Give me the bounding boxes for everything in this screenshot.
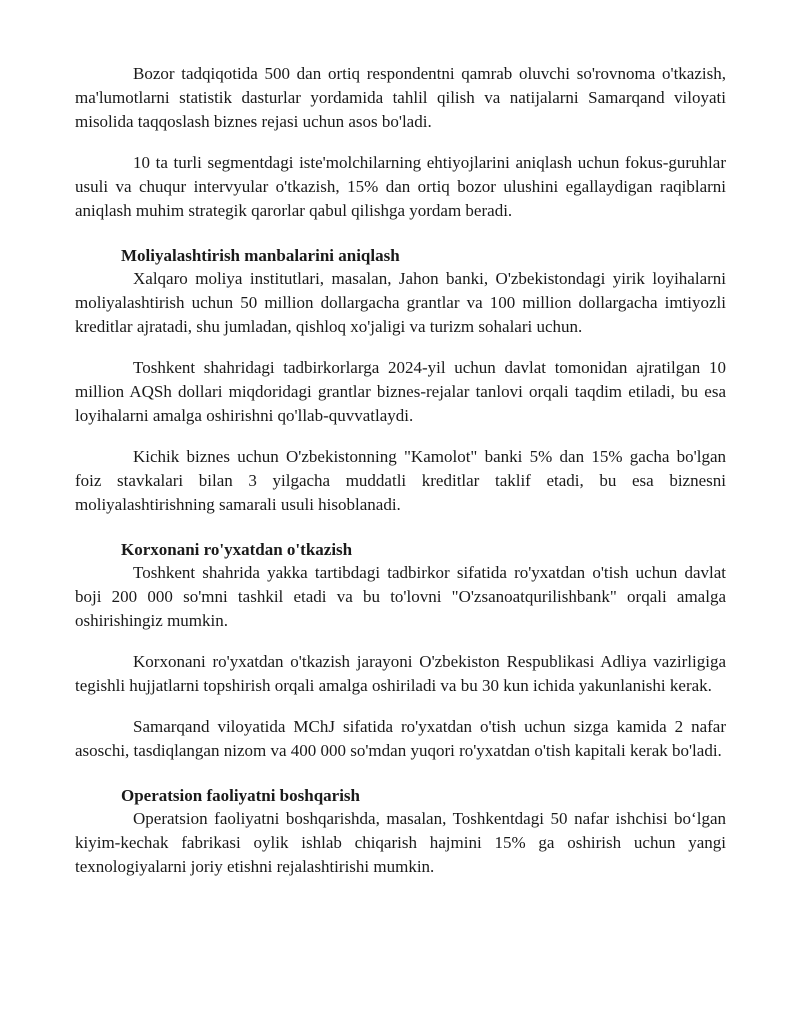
heading-funding-sources: Moliyalashtirish manbalarini aniqlash [121,246,400,265]
paragraph-international-institutions: Xalqaro moliya institutlari, masalan, Jahon banki, O'zbekistondagi yirik loyihalarni moliyalashtirish uchun 50 million dollargacha grantlar va 100 million dollargacha imtiyozli kreditlar ajratadi, shu jumladan, qishloq xo'jaligi va turizm sohalari uchun. [75,269,726,336]
heading-operations-management: Operatsion faoliyatni boshqarish [121,786,360,805]
paragraph-llc-samarkand: Samarqand viloyatida MChJ sifatida ro'yxatdan o'tish uchun sizga kamida 2 nafar asoschi, tasdiqlangan nizom va 400 000 so'mdan yuqori ro'yxatdan o'tish kapitali kerak bo'ladi. [75,717,726,760]
paragraph-market-survey: Bozor tadqiqotida 500 dan ortiq respondentni qamrab oluvchi so'rovnoma o'tkazish, ma'lumotlarni statistik dasturlar yordamida tahlil qilish va natijalarni Samarqand viloyati misolida taqqoslash biznes rejasi uchun asos bo'ladi. [75,64,726,131]
heading-company-registration: Korxonani ro'yxatdan o'tkazish [121,540,353,559]
paragraph-kamolot-bank: Kichik biznes uchun O'zbekistonning "Kamolot" banki 5% dan 15% gacha bo'lgan foiz stavkalari bilan 3 yilgacha muddatli kreditlar taklif etadi, bu esa biznesni moliyalashtirishning samarali usuli hisoblanadi. [75,447,726,514]
paragraph-state-fee: Toshkent shahrida yakka tartibdagi tadbirkor sifatida ro'yxatdan o'tish uchun davlat boji 200 000 so'mni tashkil etadi va bu to'lovni "O'zsanoatqurilishbank" orqali amalga oshirishingiz mumkin. [75,563,726,630]
paragraph-tashkent-grants: Toshkent shahridagi tadbirkorlarga 2024-yil uchun davlat tomonidan ajratilgan 10 million AQSh dollari miqdoridagi grantlar biznes-rejalar tanlovi orqali taqdim etiladi, bu esa loyihalarni amalga oshirishni qo'llab-quvvatlaydi. [75,358,726,425]
paragraph-registration-process: Korxonani ro'yxatdan o'tkazish jarayoni O'zbekiston Respublikasi Adliya vazirligiga tegishli hujjatlarni topshirish orqali amalga oshiriladi va bu 30 kun ichida yakunlanishi kerak. [75,652,726,695]
paragraph-focus-groups: 10 ta turli segmentdagi iste'molchilarning ehtiyojlarini aniqlash uchun fokus-guruhlar usuli va chuqur intervyular o'tkazish, 15% dan ortiq bozor ulushini egallaydigan raqiblarni aniqlash muhim strategik qarorlar qabul qilishga yordam beradi. [75,153,726,220]
paragraph-garment-factory: Operatsion faoliyatni boshqarishda, masalan, Toshkentdagi 50 nafar ishchisi bo‘lgan kiyim-kechak fabrikasi oylik ishlab chiqarish hajmini 15% ga oshirish uchun yangi texnologiyalarni joriy etishni rejalashtirishi mumkin. [75,809,726,876]
